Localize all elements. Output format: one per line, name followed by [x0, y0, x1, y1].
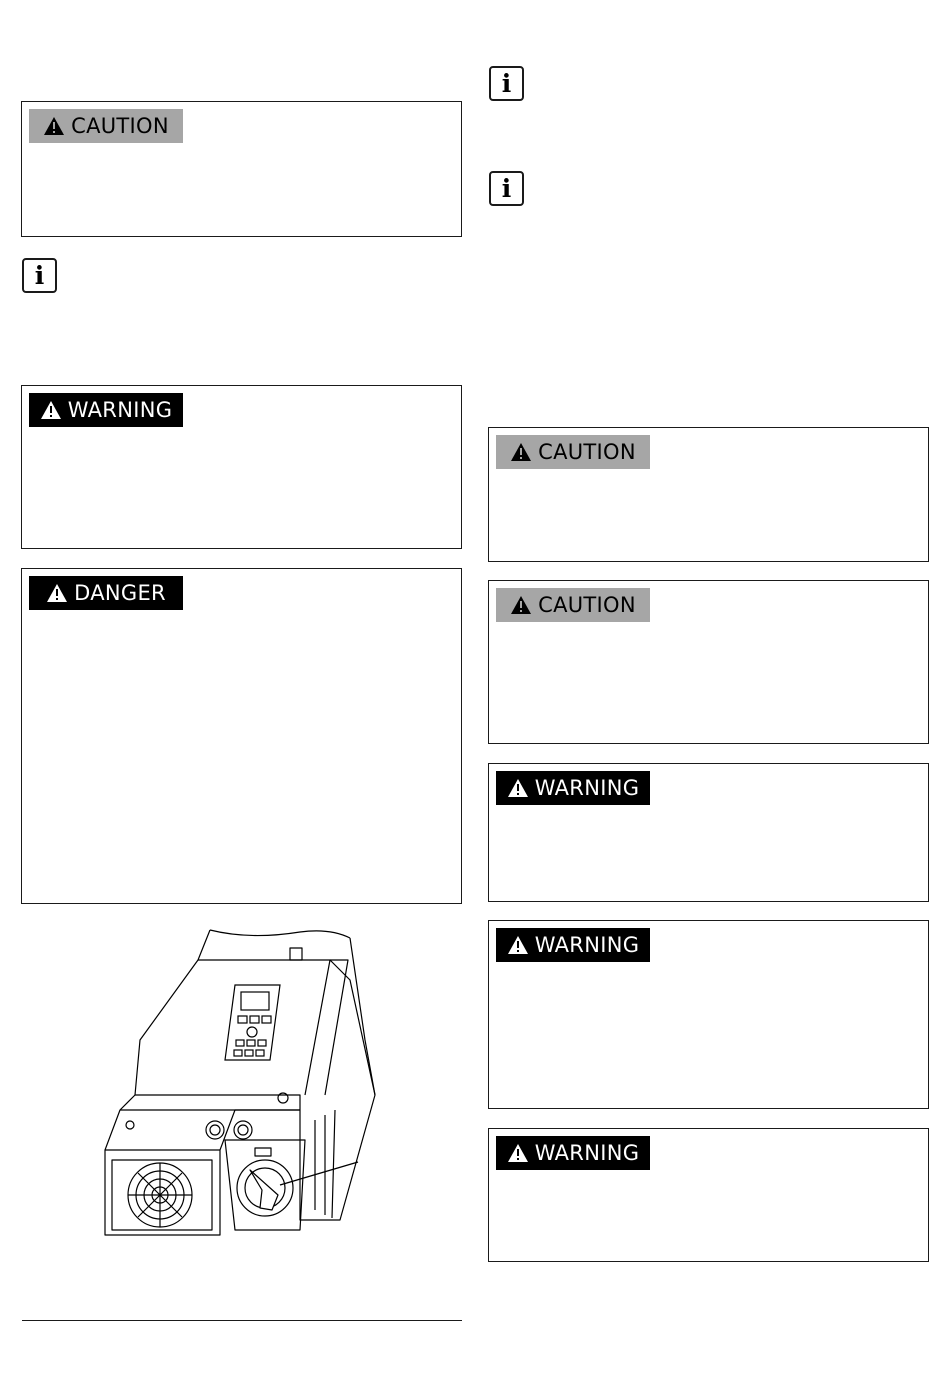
info-icon-glyph: i — [501, 69, 512, 98]
info-icon-glyph: i — [34, 261, 45, 290]
warning-label — [496, 771, 650, 805]
warning-box-2 — [488, 763, 929, 902]
warning-triangle-icon — [510, 442, 532, 462]
warning-box-1 — [21, 385, 462, 549]
warning-label-text: WARNING — [534, 776, 640, 800]
info-icon — [489, 171, 524, 206]
caution-box-1 — [21, 101, 462, 237]
drive-unit-illustration — [100, 920, 390, 1250]
caution-label-text: CAUTION — [538, 440, 636, 464]
caution-box-2 — [488, 427, 929, 562]
warning-box-3 — [488, 920, 929, 1109]
danger-label — [29, 576, 183, 610]
warning-triangle-icon — [507, 1143, 529, 1163]
caution-box-3 — [488, 580, 929, 744]
danger-box — [21, 568, 462, 904]
warning-label-text: WARNING — [67, 398, 173, 422]
warning-triangle-icon — [510, 595, 532, 615]
caution-label-text: CAUTION — [538, 593, 636, 617]
warning-label — [496, 928, 650, 962]
warning-label-text: WARNING — [534, 933, 640, 957]
caution-label — [496, 588, 650, 622]
warning-label-text: WARNING — [534, 1141, 640, 1165]
warning-label — [496, 1136, 650, 1170]
warning-label — [29, 393, 183, 427]
caution-label — [496, 435, 650, 469]
info-icon — [489, 66, 524, 101]
warning-triangle-icon — [507, 778, 529, 798]
danger-label-text: DANGER — [74, 581, 166, 605]
warning-triangle-icon — [43, 116, 65, 136]
info-icon — [22, 258, 57, 293]
caution-label — [29, 109, 183, 143]
caution-label-text: CAUTION — [71, 114, 169, 138]
info-icon-glyph: i — [501, 174, 512, 203]
warning-triangle-icon — [507, 935, 529, 955]
warning-triangle-icon — [46, 583, 68, 603]
footer-rule — [22, 1320, 462, 1321]
warning-box-4 — [488, 1128, 929, 1262]
warning-triangle-icon — [40, 400, 62, 420]
